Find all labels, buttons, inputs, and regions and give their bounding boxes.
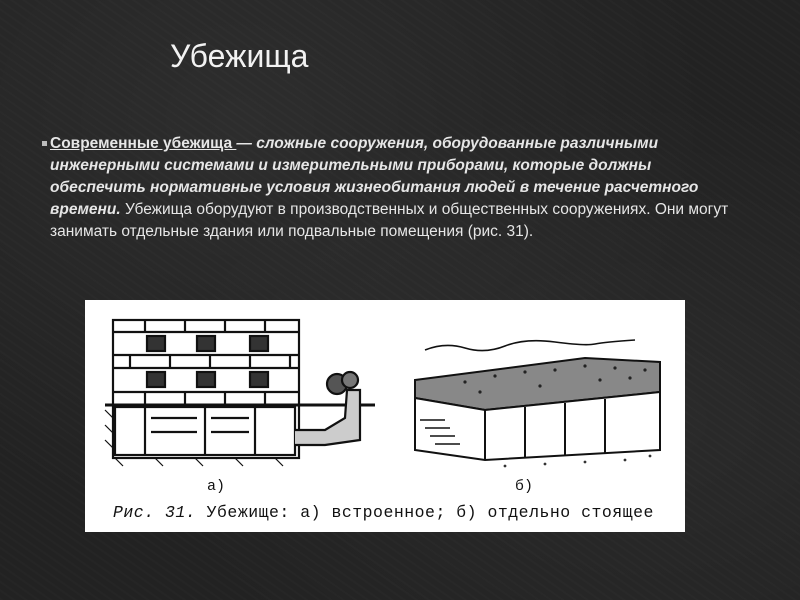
caption-prefix: Рис. 31. — [113, 503, 197, 522]
figure-caption — [113, 503, 654, 522]
slide-title: Убежища — [170, 38, 309, 74]
figure-label-a: а) — [207, 478, 226, 495]
caption-text: Убежище: а) встроенное; б) отдельно стоящее — [196, 503, 654, 522]
bullet-paragraph — [50, 133, 750, 243]
paragraph-definition: сложные сооружения, оборудованные различными инженерными системами и измерительными приборами, которые должны обеспечить нормативные условия жизнеобитания людей в течение расчетного времени. — [50, 135, 699, 218]
built-in-shelter-drawing — [105, 320, 375, 466]
paragraph-dash: — — [236, 135, 257, 152]
paragraph-lead: Современные убежища — [50, 135, 237, 152]
bullet-icon — [42, 141, 47, 146]
paragraph-regular: Убежища оборудуют в производственных и общественных сооружениях. Они могут занимать отдельные здания или подвальные помещения (рис. 31). — [50, 201, 729, 240]
figure-label-b: б) — [515, 478, 534, 495]
shelter-figure — [85, 300, 685, 532]
shelter-illustration — [85, 300, 685, 532]
freestanding-shelter-drawing — [415, 340, 660, 467]
